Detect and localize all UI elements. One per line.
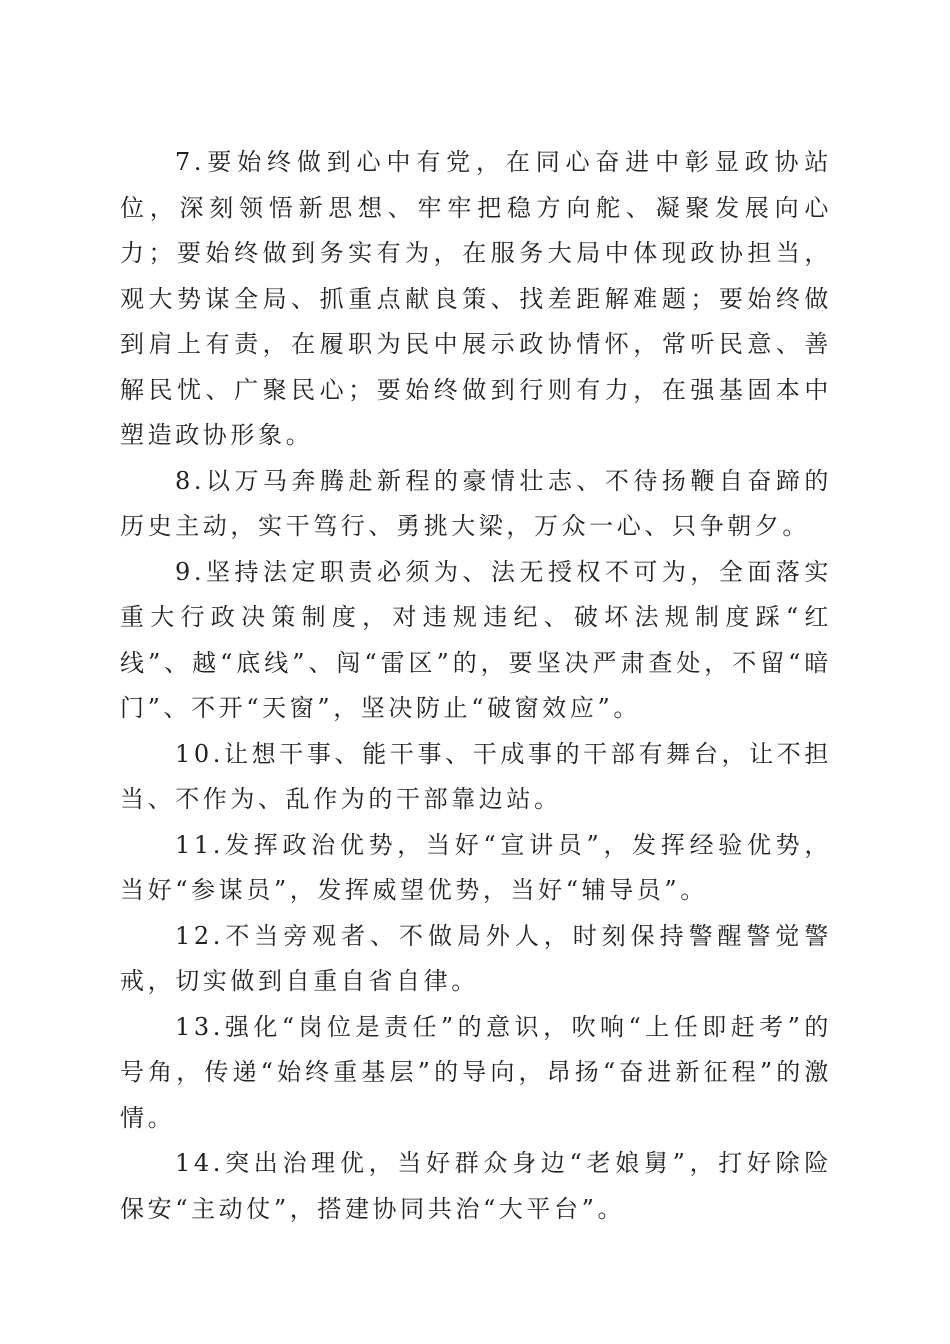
paragraph-9: 9.坚持法定职责必须为、法无授权不可为，全面落实重大行政决策制度，对违规违纪、破坏法规制度踩“红线”、越“底线”、闯“雷区”的，要坚决严肃查处，不留“暗门”、不开“天窗”，坚决防止“破窗效应”。 (120, 557, 832, 722)
paragraph-11: 11.发挥政治优势，当好“宣讲员”，发挥经验优势，当好“参谋员”，发挥威望优势，当好“辅导员”。 (120, 830, 832, 904)
paragraph-10: 10.让想干事、能干事、干成事的干部有舞台，让不担当、不作为、乱作为的干部靠边站。 (120, 739, 832, 813)
paragraph-8: 8.以万马奔腾赴新程的豪情壮志、不待扬鞭自奋蹄的历史主动，实干笃行、勇挑大梁，万众一心、只争朝夕。 (120, 466, 832, 540)
paragraph-14: 14.突出治理优，当好群众身边“老娘舅”，打好除险保安“主动仗”，搭建协同共治“大平台”。 (120, 1149, 832, 1223)
document-body (120, 140, 832, 1232)
paragraph-13: 13.强化“岗位是责任”的意识，吹响“上任即赶考”的号角，传递“始终重基层”的导向，昂扬“奋进新征程”的激情。 (120, 1012, 832, 1132)
paragraph-7: 7.要始终做到心中有党，在同心奋进中彰显政协站位，深刻领悟新思想、牢牢把稳方向舵、凝聚发展向心力；要始终做到务实有为，在服务大局中体现政协担当，观大势谋全局、抓重点献良策、找差距解难题；要始终做到肩上有责，在履职为民中展示政协情怀，常听民意、善解民忧、广聚民心；要始终做到行则有力，在强基固本中塑造政协形象。 (120, 148, 832, 449)
paragraph-12: 12.不当旁观者、不做局外人，时刻保持警醒警觉警戒，切实做到自重自省自律。 (120, 921, 832, 995)
